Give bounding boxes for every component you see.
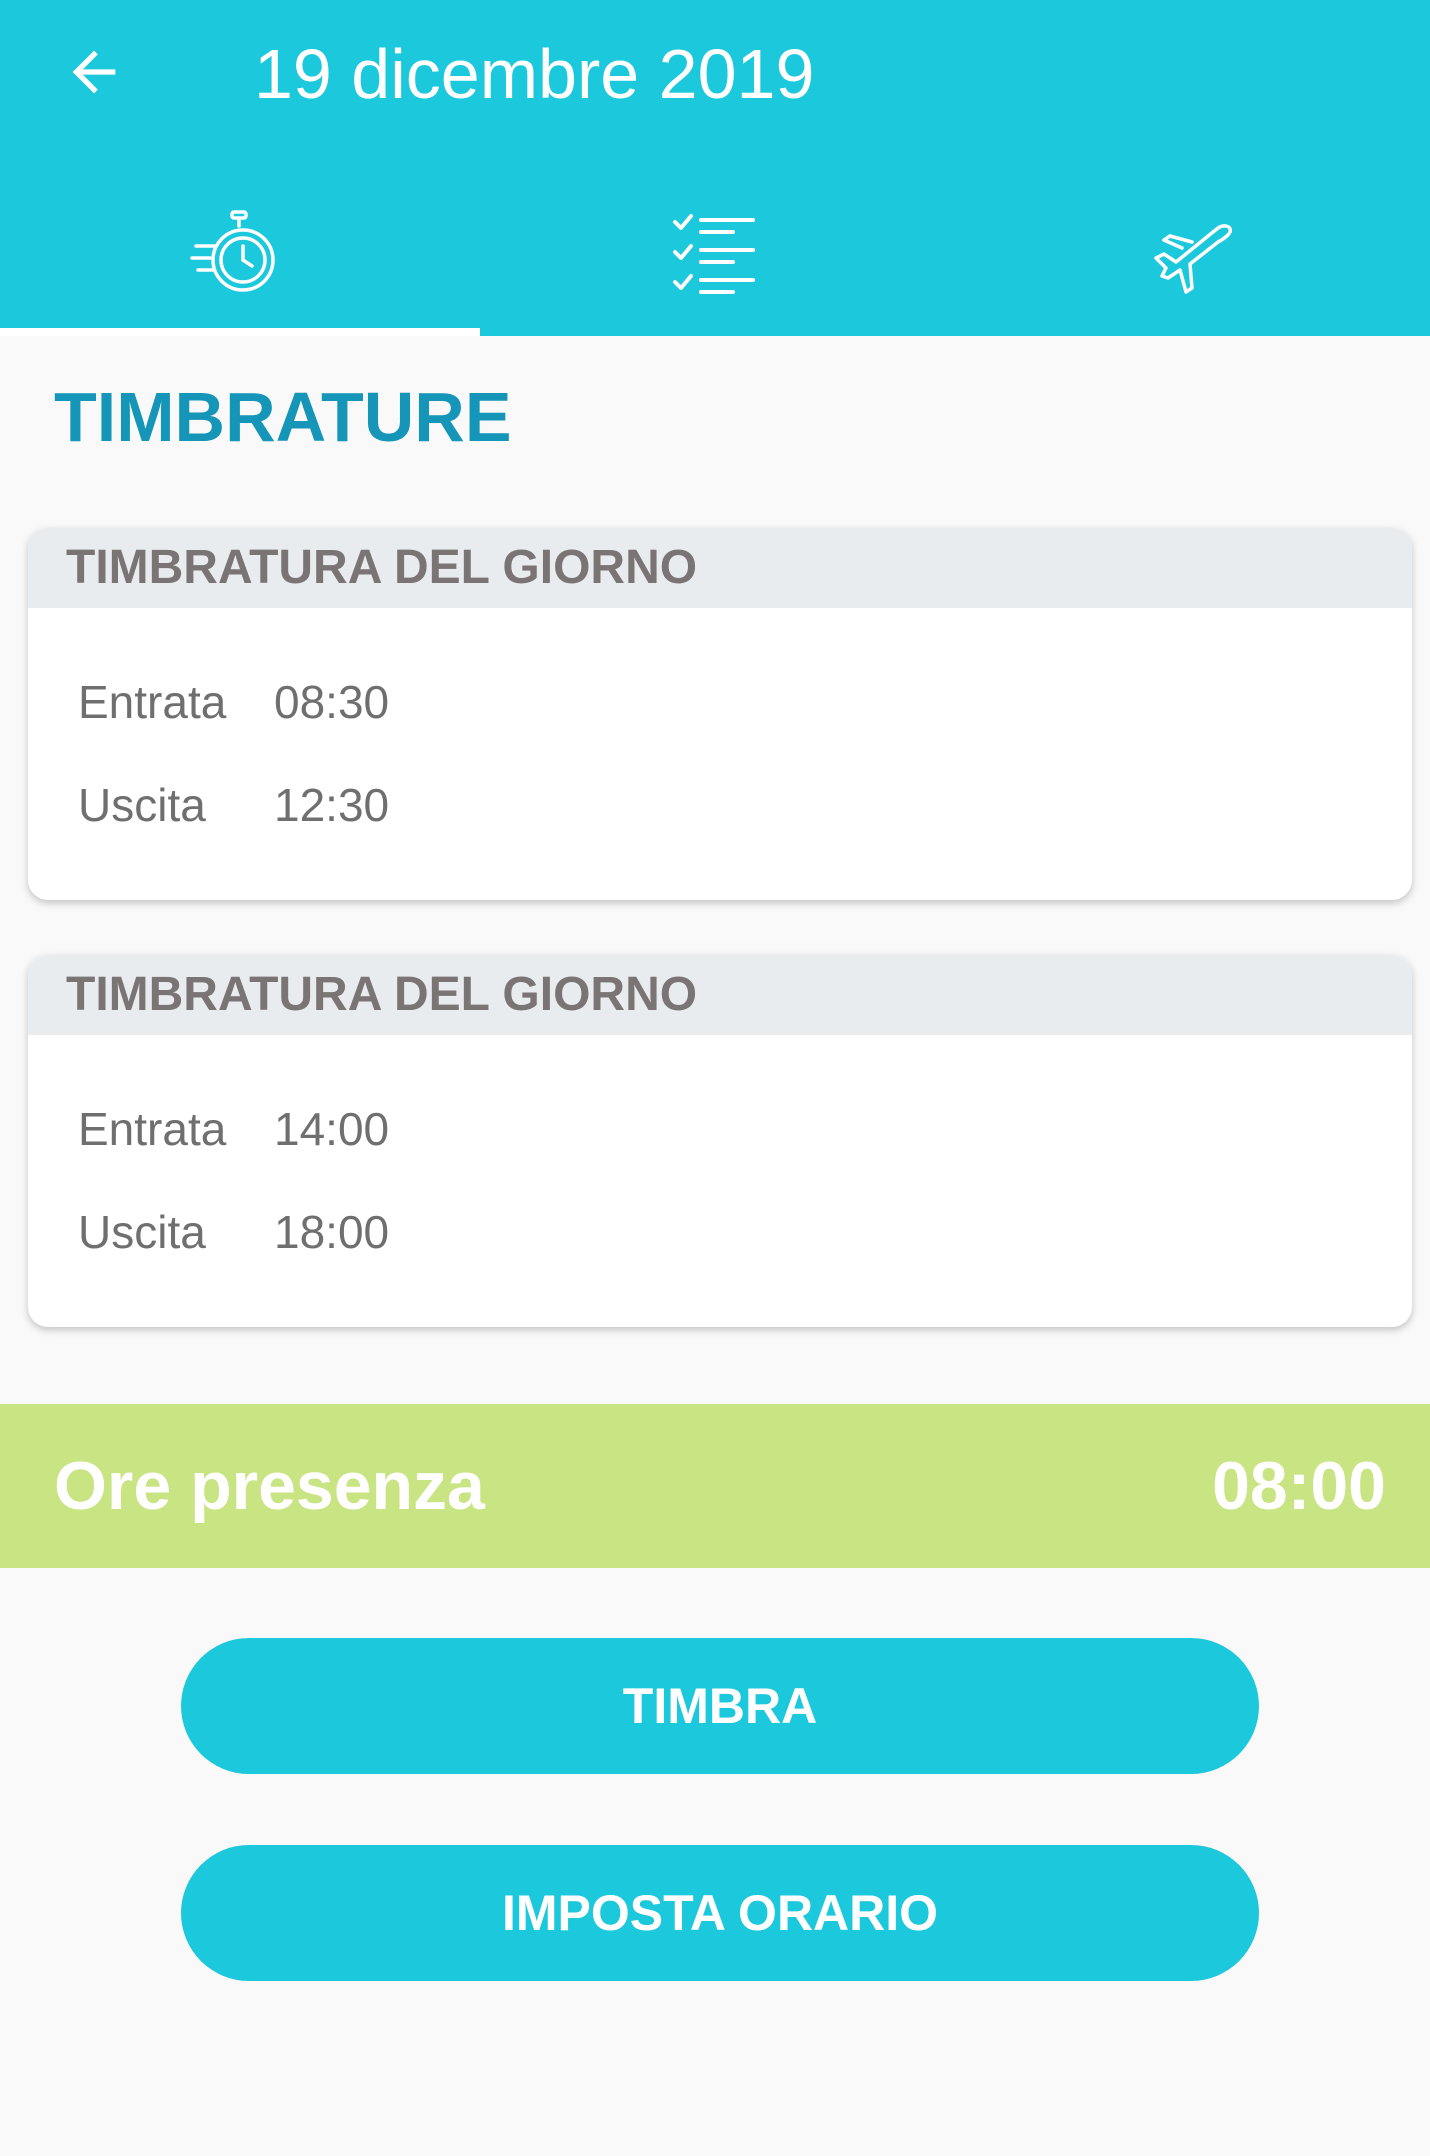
back-button[interactable] [52,22,136,122]
entrata-label: Entrata [78,676,227,728]
tab-ferie[interactable] [953,180,1430,336]
timbratura-card-2 [28,955,1412,1327]
app-bar [0,0,1430,336]
section-title: TIMBRATURE [54,378,512,456]
uscita-value: 18:00 [274,1206,390,1258]
uscita-value: 12:30 [274,779,390,831]
card-header: TIMBRATURA DEL GIORNO [28,955,1412,1035]
entrata-label: Entrata [78,1103,227,1155]
entrata-value: 14:00 [274,1103,390,1155]
timbra-button[interactable]: TIMBRA [181,1638,1259,1774]
entrata-row [78,1099,389,1159]
entrata-value: 08:30 [274,676,390,728]
tab-list[interactable] [477,180,954,336]
stopwatch-icon [188,206,288,306]
tab-bar [0,180,1430,336]
tab-timbrature[interactable] [0,180,477,336]
page-title: 19 dicembre 2019 [254,35,815,113]
imposta-orario-button[interactable]: IMPOSTA ORARIO [181,1845,1259,1981]
airplane-icon [1142,206,1242,306]
checklist-icon [665,206,765,306]
card-header: TIMBRATURA DEL GIORNO [28,528,1412,608]
uscita-row [78,1202,389,1262]
tab-indicator [0,328,480,336]
ore-presenza-label: Ore presenza [54,1448,485,1524]
arrow-left-icon [62,40,126,104]
uscita-row [78,775,389,835]
uscita-label: Uscita [78,779,206,831]
uscita-label: Uscita [78,1206,206,1258]
ore-presenza-bar [0,1404,1430,1568]
ore-presenza-value: 08:00 [1212,1448,1386,1524]
entrata-row [78,672,389,732]
timbratura-card-1 [28,528,1412,900]
